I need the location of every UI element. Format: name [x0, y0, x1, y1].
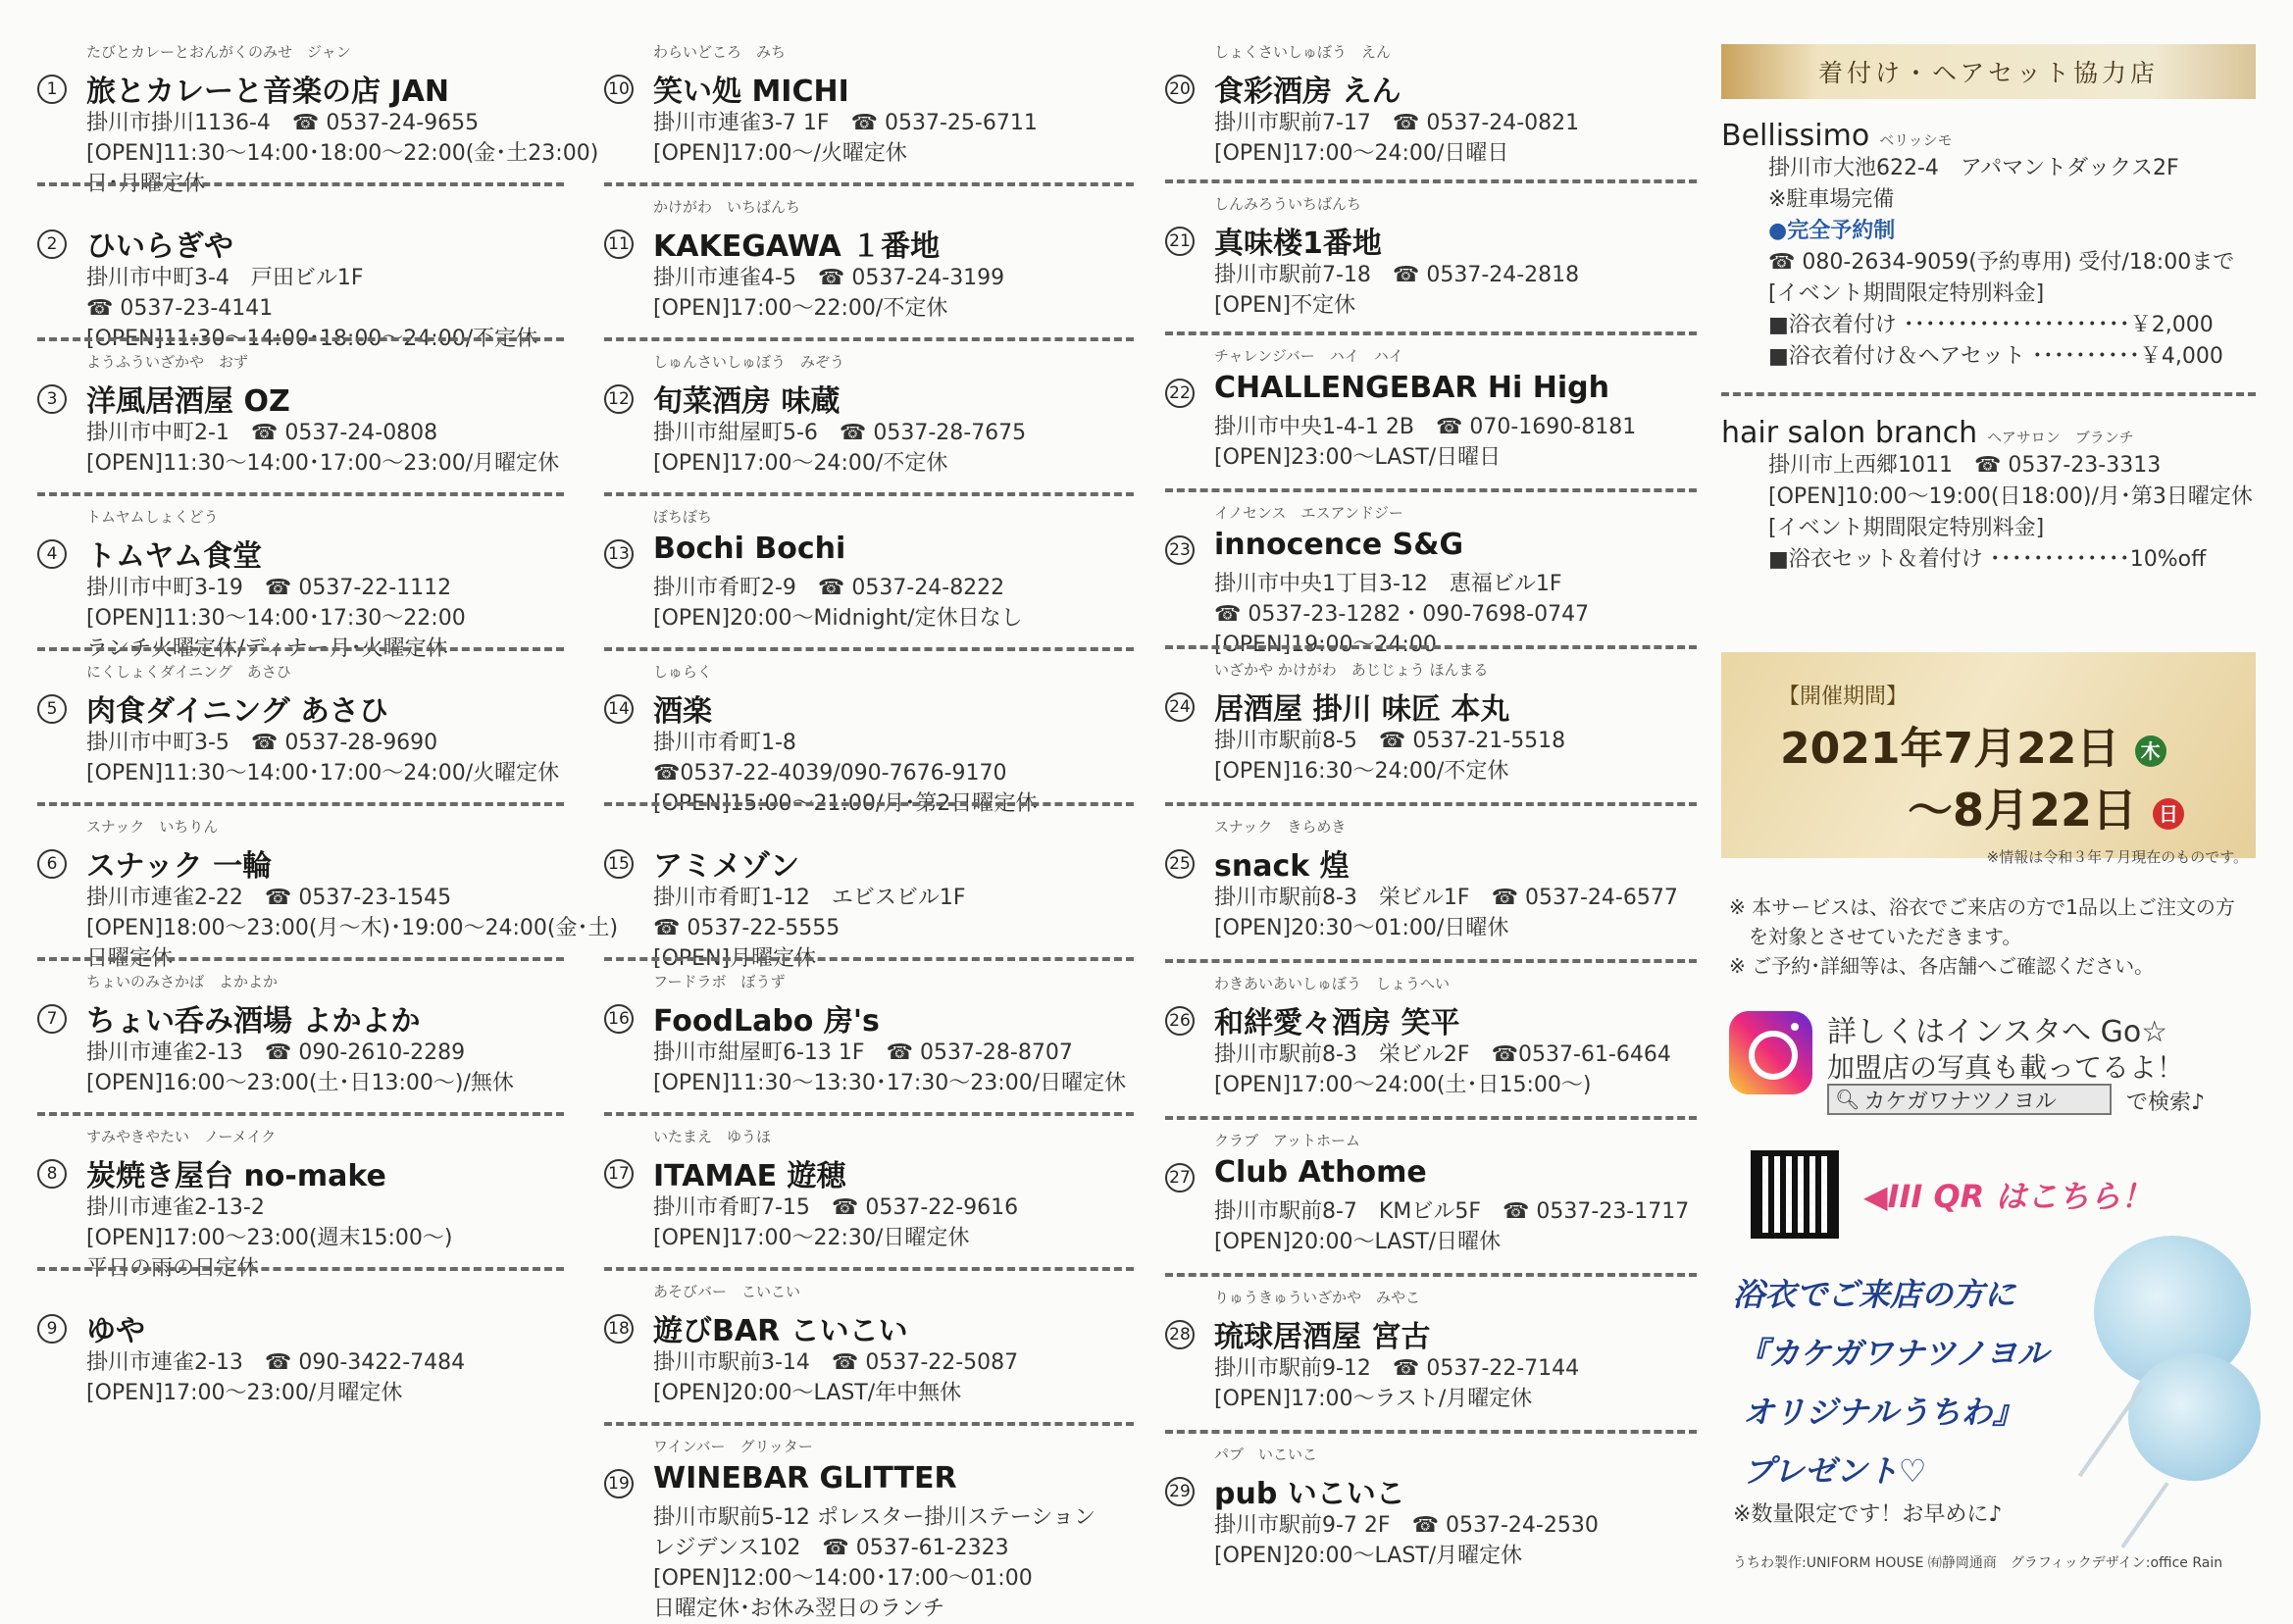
shop-number: 12	[604, 384, 634, 414]
shop-name: snack 煌	[1214, 849, 1350, 884]
shop-detail-line: [OPEN]17:00～23:00(週末15:00～)	[86, 1226, 453, 1250]
shop-ruby: ちょいのみさかば よかよか	[86, 973, 279, 990]
shop-number: 11	[604, 229, 634, 259]
shop-ruby: いたまえ ゆうほ	[653, 1128, 772, 1145]
shop-entry	[29, 661, 564, 816]
shop-name: WINEBAR GLITTER	[653, 1461, 957, 1496]
shop-detail-line: 掛川市連雀2-13-2	[86, 1195, 265, 1220]
shop-entry	[596, 41, 1134, 196]
shop-entry	[1157, 1287, 1697, 1444]
shop-entry	[1157, 973, 1697, 1130]
shop-detail-line: 日曜定休･お休み翌日のランチ	[653, 1597, 945, 1621]
shop-details	[653, 573, 1023, 634]
shop-details	[1214, 569, 1589, 660]
shop-ruby: わきあいあいしゅぼう しょうへい	[1214, 975, 1451, 992]
shop-entry	[29, 1281, 564, 1436]
salon-line: [イベント期間限定特別料金]	[1768, 516, 2045, 540]
shop-number: 4	[37, 539, 67, 569]
shop-detail-line: 掛川市駅前9-7 2F ☎ 0537-24-2530	[1214, 1513, 1599, 1538]
shop-number: 29	[1165, 1477, 1195, 1506]
shop-detail-line: [OPEN]17:00～22:30/日曜定休	[653, 1226, 970, 1250]
shop-ruby: りゅうきゅういざかや みやこ	[1214, 1289, 1421, 1306]
shop-number: 9	[37, 1314, 67, 1344]
salon-line: ■浴衣着付け ･････････････････････￥2,000	[1768, 313, 2214, 337]
shop-detail-line: [OPEN]17:00～24:00/日曜日	[1214, 141, 1509, 166]
shop-ruby: フードラボ ぼうず	[653, 973, 786, 990]
shop-number: 7	[37, 1004, 67, 1034]
shop-details	[1214, 1353, 1579, 1414]
divider	[1721, 392, 2256, 396]
shop-details	[86, 728, 559, 788]
shop-number: 22	[1165, 379, 1195, 408]
shop-detail-line: [OPEN]15:00～21:00/月･第2日曜定休	[653, 791, 1038, 816]
salon-line: 掛川市大池622-4 アパマントダックス2F	[1768, 156, 2179, 180]
period-end: ～8月22日	[1908, 784, 2138, 837]
promo-line: プレゼント♡	[1743, 1452, 1927, 1490]
note-line: ※ 本サービスは、浴衣でご来店の方で1品以上ご注文の方	[1729, 895, 2235, 919]
shop-detail-line: [OPEN]20:00～LAST/日曜休	[1214, 1230, 1502, 1254]
shop-name: 酒楽	[653, 694, 712, 729]
shop-detail-line: [OPEN]20:30～01:00/日曜休	[1214, 916, 1509, 940]
shop-name: ITAMAE 遊穂	[653, 1159, 846, 1193]
shop-number: 5	[37, 694, 67, 724]
salon-kana: ヘアサロン ブランチ	[1987, 429, 2134, 446]
shop-name: 洋風居酒屋 OZ	[86, 384, 290, 419]
shop-ruby: いざかや かけがわ あじじょう ほんまる	[1214, 661, 1489, 679]
shop-entry	[1157, 345, 1697, 502]
salon-line: ☎ 080-2634-9059(予約専用) 受付/18:00まで	[1768, 250, 2235, 275]
salon-branch	[1721, 416, 2256, 576]
shop-entry	[1157, 1130, 1697, 1287]
shop-name: アミメゾン	[653, 849, 800, 884]
shop-details	[653, 263, 1004, 324]
shop-detail-line: 掛川市連雀4-5 ☎ 0537-24-3199	[653, 266, 1005, 290]
shop-detail-line: ☎ 0537-22-5555	[653, 916, 841, 940]
shop-ruby: ぼちぼち	[653, 508, 713, 526]
shop-details	[653, 418, 1026, 479]
shop-details	[86, 1038, 514, 1098]
shop-detail-line: 掛川市掛川1136-4 ☎ 0537-24-9655	[86, 111, 480, 135]
shop-details	[653, 883, 966, 974]
shop-detail-line: [OPEN]20:00～LAST/年中無休	[653, 1381, 962, 1405]
shop-name: FoodLabo 房's	[653, 1004, 880, 1039]
shop-number: 2	[37, 229, 67, 259]
shop-number: 13	[604, 539, 634, 569]
shop-detail-line: 掛川市中央1-4-1 2B ☎ 070-1690-8181	[1214, 415, 1637, 439]
shop-entry	[29, 506, 564, 661]
shop-detail-line: [OPEN]20:00～LAST/月曜定休	[1214, 1544, 1523, 1568]
shop-name: ちょい呑み酒場 よかよか	[86, 1004, 421, 1039]
shop-name: 居酒屋 掛川 味匠 本丸	[1214, 692, 1510, 727]
uchiwa-promo	[1733, 1265, 2049, 1500]
shop-detail-line: [OPEN]16:00～23:00(土･日13:00～)/無休	[86, 1071, 514, 1095]
shop-name: Club Athome	[1214, 1155, 1427, 1190]
shop-name: 炭焼き屋台 no-make	[86, 1159, 386, 1193]
shop-details	[1214, 726, 1565, 787]
shop-detail-line: ランチ火曜定休/ディナー月･火曜定休	[86, 636, 448, 661]
salon-name: hair salon branch	[1721, 416, 1978, 450]
shop-detail-line: 掛川市駅前8-7 KMビル5F ☎ 0537-23-1717	[1214, 1199, 1690, 1224]
shop-number: 26	[1165, 1006, 1195, 1036]
shop-entry	[1157, 1444, 1697, 1600]
shop-column-2	[596, 41, 1134, 1622]
salon-line: 掛川市上西郷1011 ☎ 0537-23-3313	[1768, 453, 2162, 478]
shop-details	[86, 1347, 465, 1408]
shop-ruby: しんみろういちばんち	[1214, 195, 1362, 213]
qr-code[interactable]	[1751, 1150, 1839, 1239]
shop-detail-line: [OPEN]17:00～24:00(土･日15:00～)	[1214, 1073, 1592, 1097]
shop-detail-line: 掛川市連雀2-22 ☎ 0537-23-1545	[86, 886, 452, 910]
shop-details	[86, 108, 598, 199]
shop-detail-line: 掛川市駅前8-5 ☎ 0537-21-5518	[1214, 729, 1566, 753]
shop-number: 16	[604, 1004, 634, 1034]
shop-detail-line: 平日の雨の日定休	[86, 1256, 260, 1281]
shop-number: 19	[604, 1469, 634, 1498]
shop-number: 20	[1165, 75, 1195, 104]
shop-entry	[1157, 659, 1697, 816]
shop-name: 笑い処 MICHI	[653, 75, 849, 109]
shop-number: 3	[37, 384, 67, 414]
shop-detail-line: 掛川市駅前5-12 ポレスター掛川ステーション	[653, 1505, 1096, 1530]
shop-number: 17	[604, 1159, 634, 1189]
shop-entry	[596, 661, 1134, 816]
shop-details	[653, 1502, 1096, 1624]
shop-name: CHALLENGEBAR Hi High	[1214, 371, 1609, 405]
promo-line: 浴衣でご来店の方に	[1733, 1276, 2016, 1313]
shop-details	[1214, 1196, 1689, 1257]
limited-note: ※数量限定です！お早めに♪	[1733, 1502, 2003, 1527]
shop-detail-line: [OPEN]11:30～14:00･17:00～24:00/火曜定休	[86, 761, 560, 786]
shop-detail-line: [OPEN]11:30～14:00･18:00～22:00(金･土23:00)	[86, 141, 599, 166]
uchiwa-fan-image-2	[2128, 1353, 2261, 1481]
shop-number: 6	[37, 849, 67, 879]
search-suffix: で検索♪	[2126, 1091, 2206, 1115]
shop-entry	[1157, 502, 1697, 659]
shop-details	[1214, 412, 1636, 473]
shop-name: 遊びBAR こいこい	[653, 1314, 908, 1348]
shop-ruby: あそびバー こいこい	[653, 1283, 801, 1300]
shop-detail-line: 掛川市中町3-19 ☎ 0537-22-1112	[86, 576, 452, 600]
shop-detail-line: 掛川市中央1丁目3-12 恵福ビル1F	[1214, 572, 1562, 596]
shop-entry	[1157, 41, 1697, 193]
shop-details	[86, 573, 466, 664]
shop-details	[653, 1038, 1126, 1098]
note-line: ※ ご予約･詳細等は、各店舗へご確認ください。	[1729, 954, 2155, 978]
shop-entry	[596, 506, 1134, 661]
shop-detail-line: 掛川市肴町7-15 ☎ 0537-22-9616	[653, 1195, 1019, 1220]
search-box[interactable]	[1827, 1084, 2112, 1115]
shop-name: トムヤム食堂	[86, 539, 263, 574]
shop-entry	[29, 971, 564, 1126]
salon-bellissimo	[1721, 119, 2256, 373]
shop-entry	[1157, 193, 1697, 345]
shop-detail-line: [OPEN]23:00～LAST/日曜日	[1214, 445, 1502, 470]
shop-detail-line: [OPEN]11:30～14:00･18:00～24:00/不定休	[86, 327, 538, 351]
shop-name: ひいらぎや	[86, 229, 233, 264]
shop-detail-line: 日･月曜定休	[86, 172, 206, 196]
shop-ruby: スナック いちりん	[86, 818, 219, 836]
shop-entry	[29, 351, 564, 506]
fan-handle	[2120, 1482, 2168, 1548]
shop-ruby: ワインバー グリッター	[653, 1438, 813, 1455]
shop-ruby: すみやきやたい ノーメイク	[86, 1128, 277, 1145]
shop-number: 8	[37, 1159, 67, 1189]
shop-detail-line: [OPEN]18:00～23:00(月～木)･19:00～24:00(金･土)	[86, 916, 619, 940]
shop-name: Bochi Bochi	[653, 532, 846, 566]
salon-kana: ベリッシモ	[1879, 131, 1953, 149]
shop-entry	[29, 41, 599, 196]
shop-number: 10	[604, 75, 634, 104]
shop-entry	[29, 1126, 564, 1281]
shop-details	[1214, 883, 1678, 943]
period-label: 【開催期間】	[1778, 685, 1909, 709]
salon-line: [OPEN]10:00～19:00(日18:00)/月･第3日曜定休	[1768, 484, 2253, 509]
shop-detail-line: 掛川市肴町1-8	[653, 731, 796, 755]
shop-detail-line: [OPEN]不定休	[1214, 293, 1356, 318]
instagram-block	[1729, 1003, 2259, 1115]
shop-details	[653, 1193, 1018, 1253]
instagram-icon[interactable]	[1729, 1011, 1812, 1094]
shop-detail-line: 掛川市連雀2-13 ☎ 090-2610-2289	[86, 1040, 466, 1065]
shop-details	[86, 883, 618, 974]
shop-name: innocence S&G	[1214, 528, 1464, 562]
shop-name: KAKEGAWA １番地	[653, 229, 941, 264]
shop-detail-line: [OPEN]11:30～14:00･17:30～22:00	[86, 606, 466, 631]
shop-detail-line: 掛川市駅前3-14 ☎ 0537-22-5087	[653, 1350, 1019, 1375]
shop-number: 28	[1165, 1320, 1195, 1349]
shop-column-3	[1157, 41, 1697, 1600]
shop-ruby: パブ いこいこ	[1214, 1446, 1318, 1463]
shop-ruby: クラブ アットホーム	[1214, 1132, 1360, 1149]
shop-detail-line: 掛川市駅前7-17 ☎ 0537-24-0821	[1214, 111, 1580, 135]
shop-ruby: たびとカレーとおんがくのみせ ジャン	[86, 43, 351, 61]
shop-detail-line: [OPEN]19:00～24:00	[1214, 633, 1437, 657]
promo-line: 『カケガワナツノヨル	[1737, 1335, 2049, 1372]
shop-ruby: しゅんさいしゅぼう みぞう	[653, 353, 845, 371]
shop-number: 27	[1165, 1163, 1195, 1193]
shop-detail-line: [OPEN]17:00～22:00/不定休	[653, 296, 948, 321]
shop-detail-line: 掛川市駅前7-18 ☎ 0537-24-2818	[1214, 263, 1580, 287]
shop-name: スナック 一輪	[86, 849, 273, 884]
shop-details	[86, 1193, 452, 1284]
promo-line: オリジナルうちわ』	[1743, 1394, 2024, 1431]
thursday-badge: 木	[2135, 736, 2166, 767]
event-period	[1721, 652, 2256, 858]
shop-entry	[29, 196, 564, 351]
shop-name: pub いこいこ	[1214, 1477, 1405, 1511]
shop-number: 18	[604, 1314, 634, 1344]
shop-detail-line: [OPEN]17:00～ラスト/月曜定休	[1214, 1387, 1533, 1411]
salon-line: ■浴衣着付け＆ヘアセット ･･････････￥4,000	[1768, 344, 2223, 369]
info-date-note: ※情報は令和３年７月現在のものです。	[1986, 848, 2248, 866]
sunday-badge: 日	[2153, 798, 2184, 830]
shop-detail-line: 掛川市連雀3-7 1F ☎ 0537-25-6711	[653, 111, 1038, 135]
shop-detail-line: [OPEN]20:00～Midnight/定休日なし	[653, 606, 1023, 631]
shop-detail-line: [OPEN]11:30～13:30･17:30～23:00/日曜定休	[653, 1071, 1127, 1095]
shop-detail-line: 掛川市駅前9-12 ☎ 0537-22-7144	[1214, 1356, 1580, 1381]
shop-number: 14	[604, 694, 634, 724]
shop-ruby: トムヤムしょくどう	[86, 508, 219, 526]
shop-name: 食彩酒房 えん	[1214, 75, 1401, 109]
shop-ruby: スナック きらめき	[1214, 818, 1347, 836]
salon-line: ■浴衣セット＆着付け ･････････････10%off	[1768, 547, 2207, 572]
shop-details	[653, 1347, 1018, 1408]
shop-detail-line: [OPEN]17:00～23:00/月曜定休	[86, 1381, 403, 1405]
search-text: カケガワナツノヨル	[1863, 1089, 2057, 1114]
shop-number: 23	[1165, 535, 1195, 565]
salon-name: Bellissimo	[1721, 119, 1870, 153]
shop-name: ゆや	[86, 1314, 145, 1348]
shop-number: 1	[37, 75, 67, 104]
instagram-sub: 加盟店の写真も載ってるよ！	[1827, 1051, 2185, 1084]
shop-entry	[596, 1436, 1134, 1622]
shop-ruby: ようふういざかや おず	[86, 353, 249, 371]
shop-ruby: かけがわ いちばんち	[653, 198, 801, 216]
shop-ruby: イノセンス エスアンドジー	[1214, 504, 1403, 522]
salon-sidebar	[1721, 44, 2256, 1594]
shop-detail-line: レジデンス102 ☎ 0537-61-2323	[653, 1536, 1009, 1560]
shop-ruby: しゅらく	[653, 663, 713, 681]
shop-detail-line: ☎ 0537-23-1282・090-7698-0747	[1214, 602, 1590, 627]
shop-entry	[596, 816, 1134, 971]
shop-detail-line: 掛川市駅前8-3 栄ビル2F ☎0537-61-6464	[1214, 1042, 1671, 1067]
shop-detail-line: 掛川市駅前8-3 栄ビル1F ☎ 0537-24-6577	[1214, 886, 1678, 910]
service-notes	[1729, 892, 2235, 981]
shop-entry	[596, 351, 1134, 506]
shop-name: 肉食ダイニング あさひ	[86, 694, 389, 729]
shop-number: 24	[1165, 692, 1195, 722]
shop-detail-line: 掛川市連雀2-13 ☎ 090-3422-7484	[86, 1350, 466, 1375]
shop-number: 25	[1165, 849, 1195, 879]
shop-name: 旬菜酒房 味蔵	[653, 384, 841, 419]
shop-details	[86, 418, 559, 479]
qr-label: ◀III QR はこちら！	[1863, 1178, 2153, 1215]
reservation-only: ●完全予約制	[1768, 219, 1896, 243]
shop-name: 旅とカレーと音楽の店 JAN	[86, 75, 449, 109]
credits: うちわ製作:UNIFORM HOUSE ㈲静岡通商 グラフィックデザイン:office Rain	[1733, 1555, 2223, 1571]
shop-detail-line: 日曜定休	[86, 946, 174, 971]
shop-detail-line: [OPEN]11:30～14:00･17:00～23:00/月曜定休	[86, 451, 560, 476]
shop-detail-line: 掛川市中町3-5 ☎ 0537-28-9690	[86, 731, 438, 755]
shop-entry	[596, 1126, 1134, 1281]
shop-details	[1214, 1040, 1671, 1100]
shop-entry	[596, 1281, 1134, 1436]
shop-entry	[596, 971, 1134, 1126]
note-line: を対象とさせていただきます。	[1729, 925, 2022, 948]
shop-name: 和絆愛々酒房 笑平	[1214, 1006, 1460, 1040]
shop-details	[86, 263, 537, 354]
shop-entry	[1157, 816, 1697, 973]
shop-details	[1214, 108, 1579, 169]
period-start: 2021年7月22日	[1780, 724, 2120, 774]
shop-detail-line: 掛川市紺屋町6-13 1F ☎ 0537-28-8707	[653, 1040, 1073, 1065]
shop-detail-line: ☎ 0537-23-4141	[86, 296, 274, 321]
shop-column-1	[29, 41, 619, 1436]
shop-detail-line: [OPEN]12:00～14:00･17:00～01:00	[653, 1566, 1033, 1591]
shop-number: 15	[604, 849, 634, 879]
shop-detail-line: 掛川市紺屋町5-6 ☎ 0537-28-7675	[653, 421, 1027, 445]
shop-entry	[29, 816, 619, 971]
search-icon: 🔍︎	[1835, 1088, 1860, 1111]
shop-detail-line: ☎0537-22-4039/090-7676-9170	[653, 761, 1007, 786]
shop-ruby: わらいどころ みち	[653, 43, 787, 61]
shop-name: 真味楼1番地	[1214, 227, 1382, 261]
shop-detail-line: [OPEN]16:30～24:00/不定休	[1214, 759, 1509, 784]
shop-detail-line: [OPEN]月曜定休	[653, 946, 817, 971]
shop-detail-line: 掛川市肴町1-12 エビスビル1F	[653, 886, 966, 910]
instagram-heading: 詳しくはインスタへ Go☆	[1827, 1015, 2168, 1049]
salon-line: ※駐車場完備	[1768, 187, 1895, 212]
salon-line: [イベント期間限定特別料金]	[1768, 281, 2045, 306]
shop-detail-line: 掛川市中町3-4 戸田ビル1F	[86, 266, 364, 290]
shop-entry	[596, 196, 1134, 351]
shop-detail-line: 掛川市中町2-1 ☎ 0537-24-0808	[86, 421, 438, 445]
shop-ruby: チャレンジバー ハイ ハイ	[1214, 347, 1403, 365]
shop-details	[1214, 260, 1579, 321]
shop-details	[653, 728, 1037, 819]
shop-ruby: にくしょくダイニング あさひ	[86, 663, 291, 681]
shop-number: 21	[1165, 227, 1195, 256]
shop-detail-line: [OPEN]17:00～/火曜定休	[653, 141, 907, 166]
shop-details	[653, 108, 1038, 169]
shop-details	[1214, 1510, 1599, 1571]
salon-banner: 着付け・ヘアセット協力店	[1721, 44, 2256, 99]
shop-ruby: しょくさいしゅぼう えん	[1214, 43, 1392, 61]
shop-detail-line: 掛川市肴町2-9 ☎ 0537-24-8222	[653, 576, 1005, 600]
shop-name: 琉球居酒屋 宮古	[1214, 1320, 1431, 1354]
shop-detail-line: [OPEN]17:00～24:00/不定休	[653, 451, 948, 476]
